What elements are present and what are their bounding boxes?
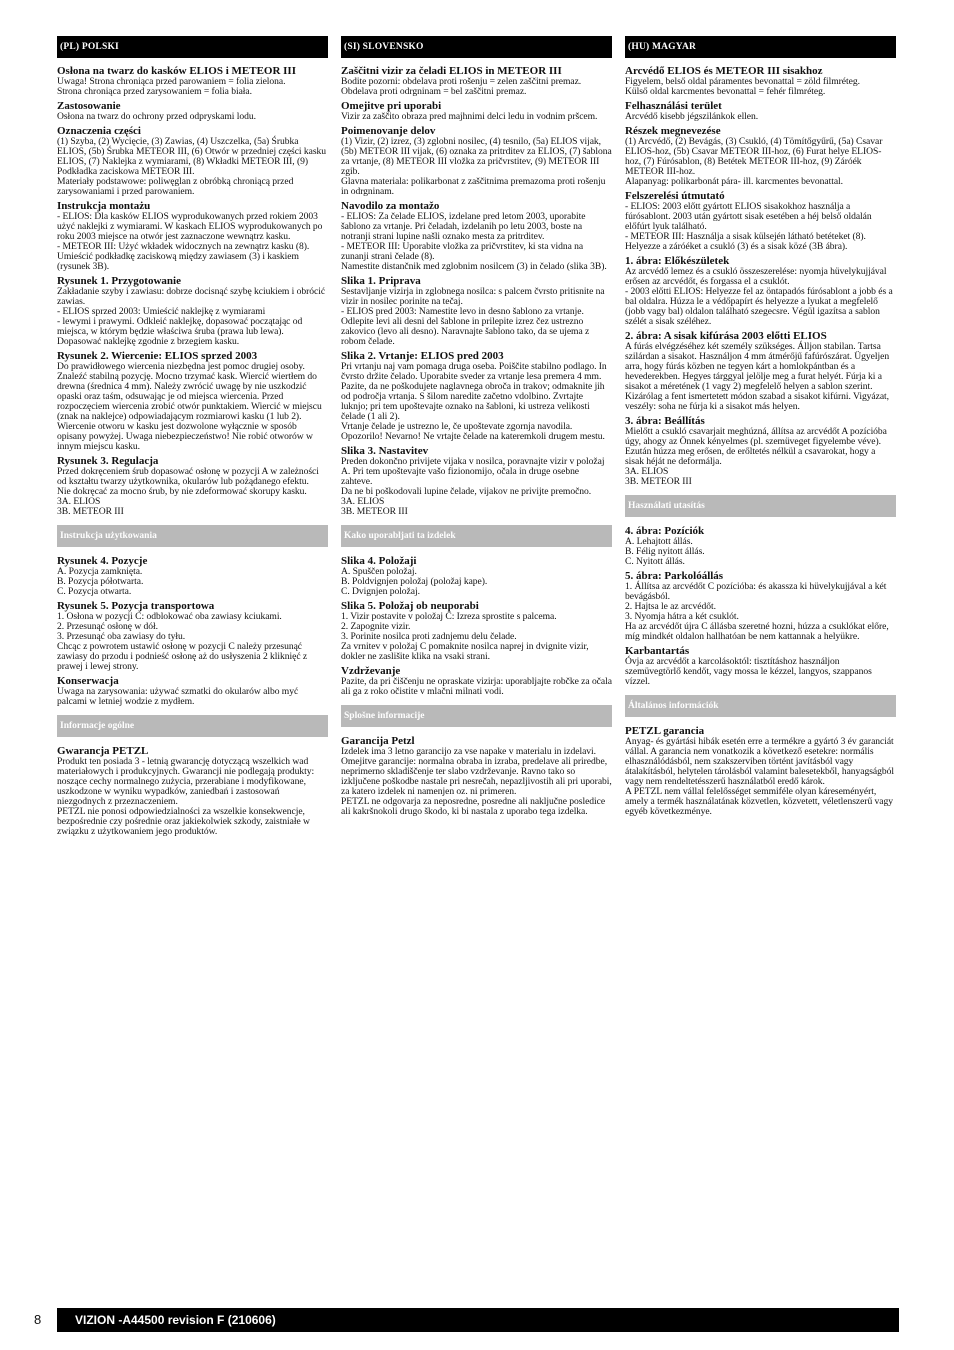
section <box>625 330 896 412</box>
section-text: Przed dokręceniem śrub dopasować osłonę w pozycji A w zależności od kształtu twarzy użytkownika, okularów lub pożądanego efektu. Nie dokręcać za mocno śrub, by nie zdeformować skorupy kasku. 3A. ELIOS 3B. METEOR III <box>57 466 319 517</box>
footer-bar <box>57 1308 899 1332</box>
general-header: Informacje ogólne <box>57 715 328 737</box>
section-text: Osłona na twarz do ochrony przed odpryskami lodu. <box>57 111 256 122</box>
section-text: Do prawidłowego wiercenia niezbędna jest pomoc drugiej osoby. Znaleźć stabilną pozycję. Mocno trzymać kask. Wiercić wiertłem do drewna (średnica 4 mm). Należy zwrócić uwagę by nie uszkodzić opaski oraz taśm, odsuwając je od miejsca wiercenia. Przed rozpoczęciem wiercenia zrobić otwór punktakiem. Wiercić w miejscu (znak na naklejce) odpowiadającym rozmiarowi kasku (1 lub 2). Wiercenie otworu w kasku jest dozwolone wyłącznie w sposób opisany powyżej. Uwaga niebezpieczeństwo! Nie robić otworów w innym miejscu kasku. <box>57 361 322 452</box>
section <box>341 100 612 122</box>
section-text: (1) Arcvédő, (2) Bevágás, (3) Csukló, (4) Tömítőgyűrű, (5a) Csavar ELIOS-hoz, (5b) Csavar METEOR III-hoz, (6) Furat helye ELIOS-hoz, (7) Fúrósablon, (8) Betétek METEOR III-hoz, (9) Záróék METEOR III-hoz. Alapanyag: polikarbonát pára- ill. karcmentes bevonattal. <box>625 136 883 187</box>
section <box>57 125 328 197</box>
section-heading: Slika 4. Položaji <box>341 555 417 567</box>
section-text: - ELIOS: Dla kasków ELIOS wyprodukowanych przed rokiem 2003 użyć naklejki z wymiarami. W kaskach ELIOS wyprodukowanych po roku 2003 miejsce na otwór jest zaznaczone wewnątrz kasku. - METEOR III: Użyć wkładek widocznych na zewnątrz kasku (8). Umieścić podkładkę zaciskową między zawiasem (3) i kaskiem (rysunek 3B). <box>57 211 323 272</box>
section-heading: Slika 2. Vrtanje: ELIOS pred 2003 <box>341 350 504 362</box>
column-hungarian <box>625 36 896 820</box>
section-text: - ELIOS: 2003 előtt gyártott ELIOS sisakokhoz használja a fúrósablont. 2003 után gyártott sisak esetében a héj belső oldalán előfúrt lyuk található. - METEOR III: Használja a sisak külsején látható betéteket (8). Helyezze a záróéket a csukló (3) és a sisak közé (3B ábra). <box>625 201 872 252</box>
sections-usage <box>625 525 896 687</box>
section-heading: 1. ábra: Előkészületek <box>625 255 730 267</box>
section <box>57 745 328 837</box>
section-heading: PETZL garancia <box>625 725 705 737</box>
section-heading: Karbantartás <box>625 645 690 657</box>
section-heading: Zastosowanie <box>57 100 121 112</box>
section-heading: Navodilo za montažo <box>341 200 440 212</box>
section-text: Izdelek ima 3 letno garancijo za vse napake v materialu in izdelavi. Omejitve garancije: normalna obraba in izraba, predelave ali priredbe, neprimerno skladiščenje ter slabo vzdrževanje. Ravno tako so izključene poškodbe nastale pri nesrečah, nepazljivostih ali pri uporabi, za katero izdelek ni namenjen oz. ni primeren. PETZL ne odgovarja za neposredne, posredne ali naključne posledice ali kakršnokoli drugo škodo, ki bi nastala z uporabo tega izdelka. <box>341 746 612 817</box>
section-text: Figyelem, belső oldal páramentes bevonattal = zöld filmréteg. Külső oldal karcmentes bevonattal = fehér filmréteg. <box>625 76 860 97</box>
section-text: - ELIOS: Za čelade ELIOS, izdelane pred letom 2003, uporabite šablono za vrtanje. Pri čeladah, izdelanih po letu 2003, boste na notranji strani lupine našli oznako mesta za pritrditev. - METEOR III: Uporabite vložka za pričvrstitev, ki sta vidna na zunanji strani čelade (8). Namestite distančnik med zglobnim nosilcem (3) in čelado (slika 3B). <box>341 211 607 272</box>
sections-usage <box>57 555 328 707</box>
sections-general <box>625 725 896 817</box>
language-header: (SI) SLOVENSKO <box>341 36 612 58</box>
section-text: Sestavljanje vizirja in zglobnega nosilca: s palcem čvrsto pritisnite na vizir in nosilec porinite na tečaj. - ELIOS pred 2003: Namestite levo in desno šablono za vrtanje. Odlepite levi ali desni del šablone in prilepite izrez čez ustrezno zakovico (levo ali desno). Naravnajte šablono tako, da se ujema z robom čelade. <box>341 286 605 347</box>
section <box>57 200 328 272</box>
section <box>57 675 328 707</box>
section-text: Zakładanie szyby i zawiasu: dobrze docisnąć szybę kciukiem i obrócić zawias. - ELIOS sprzed 2003: Umieścić naklejkę z wymiarami - lewymi i prawymi. Odkleić naklejkę, dopasować początając od miejsca, w którym będzie właściwa śruba (prawa lub lewa). Dopasować naklejkę zgodnie z brzegiem kasku. <box>57 286 326 347</box>
section-text: Produkt ten posiada 3 - letnią gwarancję dotyczącą wszelkich wad materiałowych i produkcyjnych. Gwarancji nie podlegają produkty: noszące cechy normalnego zużycia, przerabiane i modyfikowane, uszkodzone w wyniku wypadków, zaniedbań i zastosowań niezgodnych z przeznaczeniem. PETZL nie ponosi odpowiedzialności za wszelkie konsekwencje, bezpośrednie czy pośrednie oraz jakiekolwiek szkody, zaistniałe w związku z użytkowaniem jego produktów. <box>57 756 315 837</box>
section-text: A. Pozycja zamknięta. B. Pozycja półotwarta. C. Pozycja otwarta. <box>57 566 144 597</box>
page-footer <box>0 1308 954 1332</box>
section <box>625 190 896 252</box>
section <box>625 100 896 122</box>
section <box>341 600 612 662</box>
section <box>341 275 612 347</box>
section-heading: 3. ábra: Beállítás <box>625 415 705 427</box>
section-text: Mielőtt a csukló csavarjait meghúzná, állítsa az arcvédőt A pozícióba úgy, ahogy az Önnek kényelmes (pl. szemüveget figyelembe véve). Ezután húzza meg erősen, de erőltetés nélkül a csavarokat, hogy a sisak héját ne deformálja. 3A. ELIOS 3B. METEOR III <box>625 426 887 487</box>
section-text: Vizir za zaščito obraza pred majhnimi delci ledu in vodnim pršcem. <box>341 111 598 122</box>
section <box>57 455 328 517</box>
sections-main <box>625 65 896 487</box>
column-slovenian <box>341 36 612 820</box>
section <box>625 725 896 817</box>
section-heading: Rysunek 3. Regulacja <box>57 455 159 467</box>
section-heading: Rysunek 1. Przygotowanie <box>57 275 181 287</box>
column-polish <box>57 36 328 840</box>
section-text: Uwaga na zarysowania: używać szmatki do okularów albo myć palcami w letniej wodzie z mydłem. <box>57 686 299 707</box>
section <box>625 65 896 97</box>
section-text: Bodite pozorni: obdelava proti rošenju = zelen zaščitni premaz. Obdelava proti odrgninam = bel zaščitni premaz. <box>341 76 582 97</box>
section-text: (1) Vizir, (2) izrez, (3) zglobni nosilec, (4) tesnilo, (5a) ELIOS vijak, (5b) METEOR III vijak, (6) oznaka za pritrditev za ELIOS, (7) šablona za vrtanje, (8) METEOR III vložka za pričvrstitev, (9) METEOR III zgib. Glavna materiala: polikarbonat z zaščitnima premazoma proti rošenju in odrgninam. <box>341 136 612 197</box>
section-text: Az arcvédő lemez és a csukló összeszerelése: nyomja hüvelykujjával erősen az arcvédőt, és forgassa el a csuklót. - 2003 előtti ELIOS: Helyezze fel az öntapadós fúrósablont a jobb és a bal oldalra. Húzza le a védőpapírt és helyezze a lyukat a megfelelő (jobb vagy bal) oldalon található szegecsre. Végül igazítsa a sablon szélét a sisak széléhez. <box>625 266 893 327</box>
section-heading: Instrukcja montażu <box>57 200 151 212</box>
usage-header: Kako uporabljati ta izdelek <box>341 525 612 547</box>
section-heading: Zaščitni vizir za čeladi ELIOS in METEOR III <box>341 65 562 77</box>
section-heading: Arcvédő ELIOS és METEOR III sisakhoz <box>625 65 823 77</box>
section-heading: Rysunek 5. Pozycja transportowa <box>57 600 215 612</box>
section-heading: Felszerelési útmutató <box>625 190 725 202</box>
section-text: Uwaga! Strona chroniąca przed parowaniem = folia zielona. Strona chroniąca przed zarysowaniem = folia biała. <box>57 76 286 97</box>
page-number: 8 <box>34 1312 42 1327</box>
section-heading: Gwarancja PETZL <box>57 745 149 757</box>
section-heading: Omejitve pri uporabi <box>341 100 442 112</box>
general-header: Splošne informacije <box>341 705 612 727</box>
section-heading: Vzdrževanje <box>341 665 401 677</box>
section-heading: Poimenovanje delov <box>341 125 436 137</box>
section-text: 1. Osłona w pozycji C: odblokować oba zawiasy kciukami. 2. Przesunąć osłonę w dół. 3. Przesunąć oba zawiasy do tyłu. Chcąc z powrotem ustawić osłonę w pozycji C należy przesunąć zawiasy do przodu i podnieść osłonę aż do usłyszenia 2 kliknięć z prawej i lewej strony. <box>57 611 308 672</box>
section-text: 1. Állítsa az arcvédőt C pozícióba: és akassza ki hüvelykujjával a két bevágásból. 2. Hajtsa le az arcvédőt. 3. Nyomja hátra a két csuklót. Ha az arcvédőt újra C állásba szeretné hozni, húzza a csuklókat előre, míg mindkét oldalon hallhatóan be nem kattannak a helyükre. <box>625 581 889 642</box>
section <box>57 100 328 122</box>
section-heading: Slika 5. Položaj ob neuporabi <box>341 600 479 612</box>
section <box>341 125 612 197</box>
sections-general <box>57 745 328 837</box>
section-text: A fúrás elvégzéséhez két személy szükséges. Álljon stabilan. Tartsa szilárdan a sisakot. Használjon 4 mm átmérőjű fafúrószárat. Ügyeljen arra, hogy fúrás közben ne tegyen kárt a homlokpántban és a hevederekben. Hegyes tárggyal jelölje meg a furat helyét. Fúrja ki a sisakot a méretének (1 vagy 2) megfelelő helyen a sablon szerint. Kizárólag a fent ismertetett módon szabad a sisakot kifúrni. Vigyázat, veszély: soha ne fúrja ki a sisakot más helyen. <box>625 341 890 412</box>
section <box>341 65 612 97</box>
sections-main <box>341 65 612 517</box>
sections-main <box>57 65 328 517</box>
section-heading: Slika 1. Priprava <box>341 275 421 287</box>
section-text: Arcvédő kisebb jégszilánkok ellen. <box>625 111 759 122</box>
section-heading: Garancija Petzl <box>341 735 415 747</box>
section <box>341 445 612 517</box>
section <box>57 555 328 597</box>
section <box>625 255 896 327</box>
usage-header: Instrukcja użytkowania <box>57 525 328 547</box>
section <box>341 555 612 597</box>
language-header: (PL) POLSKI <box>57 36 328 58</box>
section-heading: 2. ábra: A sisak kifúrása 2003 előtti ELIOS <box>625 330 827 342</box>
section <box>341 735 612 817</box>
section <box>57 65 328 97</box>
section-text: Preden dokončno privijete vijaka v nosilca, poravnajte vizir v položaj A. Pri tem upoštevajte vašo fizionomijo, očala in druge osebne zahteve. Da ne bi poškodovali lupine čelade, vijakov ne privijte premočno. 3A. ELIOS 3B. METEOR III <box>341 456 605 517</box>
general-header: Általános információk <box>625 695 896 717</box>
section <box>625 570 896 642</box>
section-text: Pazite, da pri čiščenju ne opraskate vizirja: uporabljajte robčke za očala ali ga z roko očistite v mlačni milnati vodi. <box>341 676 612 697</box>
section-text: 1. Vizir postavite v položaj C: Izreza sprostite s palcema. 2. Zapognite vizir. 3. Porinite nosilca proti zadnjemu delu čelade. Za vrnitev v položaj C pomaknite nosilca naprej in dvignite vizir, dokler ne zaslišite klika na vsaki strani. <box>341 611 589 662</box>
section <box>57 350 328 452</box>
section <box>57 275 328 347</box>
document-id: VIZION -A44500 revision F (210606) <box>75 1313 276 1327</box>
language-header: (HU) MAGYAR <box>625 36 896 58</box>
section <box>57 600 328 672</box>
section-text: Pri vrtanju naj vam pomaga druga oseba. Poiščite stabilno podlago. In čvrsto držite čelado. Uporabite sveder za vrtanje lesa premera 4 mm. Pazite, da ne poškodujete naglavnega obroča in trakov; odmaknite jih od področja vrtanja. S šilom naredite začetno vdolbino. Zvrtajte luknjo; pri tem upoštevajte oznako na šabloni, ki ustreza velikosti čelade (1 ali 2). Vrtanje čelade je ustrezno le, če upoštevate zgornja navodila. Opozorilo! Nevarno! Ne vrtajte čelade na kateremkoli drugem mestu. <box>341 361 607 442</box>
section-text: A. Spuščen položaj. B. Poldvignjen položaj (položaj kape). C. Dvignjen položaj. <box>341 566 488 597</box>
section-heading: 4. ábra: Pozíciók <box>625 525 705 537</box>
section-text: Anyag- és gyártási hibák esetén erre a termékre a gyártó 3 év garanciát vállal. A garancia nem vonatkozik a következő esetekre: normális elhasználódásból, nem szakszerviben történt javításból vagy átalakításból, helytelen tárolásból valamint balesetekből, hanyagságból vagy nem rendeltetésszerű használatból eredő károk. A PETZL nem vállal felelősséget semmiféle olyan káreseményért, amely a termék használatának közvetlen, közvetett, véletlenszerű vagy egyéb következménye. <box>625 736 894 817</box>
section-heading: Oznaczenia części <box>57 125 141 137</box>
section <box>625 645 896 687</box>
section-heading: Felhasználási terület <box>625 100 722 112</box>
section <box>341 200 612 272</box>
section-heading: 5. ábra: Parkolóállás <box>625 570 724 582</box>
section <box>625 125 896 187</box>
section-heading: Részek megnevezése <box>625 125 721 137</box>
section-heading: Slika 3. Nastavitev <box>341 445 429 457</box>
sections-usage <box>341 555 612 697</box>
section <box>341 665 612 697</box>
section-text: A. Lehajtott állás. B. Félig nyitott állás. C. Nyitott állás. <box>625 536 705 567</box>
sections-general <box>341 735 612 817</box>
section-heading: Konserwacja <box>57 675 119 687</box>
section-text: (1) Szyba, (2) Wycięcie, (3) Zawias, (4) Uszczelka, (5a) Śrubka ELIOS, (5b) Śrubka METEOR III, (6) Otwór w przedniej części kasku ELIOS, (7) Naklejka z wymiarami, (8) Wkładki METEOR III, (9) Podkładka zaciskowa METEOR III. Materiały podstawowe: poliwęglan z obróbką chroniącą przed zarysowaniami i przed parowaniem. <box>57 136 327 197</box>
section-text: Óvja az arcvédőt a karcolásoktól: tisztításhoz használjon szemüvegtörlő kendőt, vagy mossa le kézzel, langyos, szappanos vízzel. <box>625 656 872 687</box>
section-heading: Rysunek 4. Pozycje <box>57 555 148 567</box>
usage-header: Használati utasítás <box>625 495 896 517</box>
section <box>625 415 896 487</box>
section-heading: Osłona na twarz do kasków ELIOS i METEOR III <box>57 65 296 77</box>
section <box>625 525 896 567</box>
section-heading: Rysunek 2. Wiercenie: ELIOS sprzed 2003 <box>57 350 258 362</box>
section <box>341 350 612 442</box>
